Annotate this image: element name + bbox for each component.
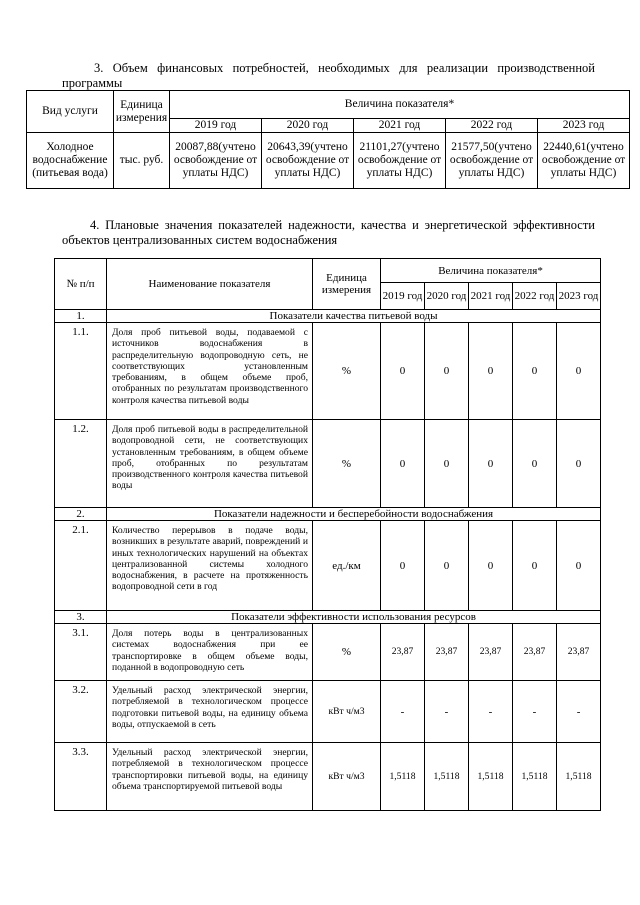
group-num: 1.: [55, 310, 107, 323]
indicator-value: -: [381, 681, 425, 743]
header-service: Вид услуги: [27, 91, 114, 133]
indicator-value: 23,87: [425, 624, 469, 681]
indicator-unit: %: [313, 323, 381, 420]
indicator-value: -: [469, 681, 513, 743]
header-name: Наименование показателя: [107, 259, 313, 310]
indicator-num: 1.1.: [55, 323, 107, 420]
group-num: 2.: [55, 508, 107, 521]
indicator-value: 1,5118: [381, 743, 425, 811]
value-cell: 21577,50(учтено освобождение от уплаты НДС): [446, 133, 538, 189]
indicator-value: 0: [513, 323, 557, 420]
value-cell: 20087,88(учтено освобождение от уплаты НДС): [170, 133, 262, 189]
group-title: Показатели эффективности использования ресурсов: [107, 611, 601, 624]
header-num: № п/п: [55, 259, 107, 310]
indicator-unit: ед./км: [313, 521, 381, 611]
indicator-num: 3.1.: [55, 624, 107, 681]
indicator-value: 1,5118: [513, 743, 557, 811]
group-title: Показатели качества питьевой воды: [107, 310, 601, 323]
indicator-value: 23,87: [513, 624, 557, 681]
indicator-value: 1,5118: [557, 743, 601, 811]
indicator-value: 0: [557, 521, 601, 611]
indicator-value: -: [513, 681, 557, 743]
header-unit: Единица измерения: [114, 91, 170, 133]
year-header: 2022 год: [513, 283, 557, 310]
indicator-value: 0: [425, 521, 469, 611]
indicator-unit: %: [313, 624, 381, 681]
group-title: Показатели надежности и бесперебойности водоснабжения: [107, 508, 601, 521]
indicator-name: Доля проб питьевой воды в распределительной водопроводной сети, не соответствующих установленным требованиям, в общем объеме проб, отобранных по результатам производственного контроля качества питьевой воды: [107, 420, 313, 508]
year-header: 2022 год: [446, 119, 538, 133]
header-value: Величина показателя*: [381, 259, 601, 283]
indicator-value: 0: [381, 521, 425, 611]
indicator-name: Удельный расход электрической энергии, потребляемой в технологическом процессе транспортировки питьевой воды, на единицу объема транспортируемой питьевой воды: [107, 743, 313, 811]
indicator-num: 3.3.: [55, 743, 107, 811]
header-unit: Единица измерения: [313, 259, 381, 310]
indicator-name: Удельный расход электрической энергии, потребляемой в технологическом процессе подготовки питьевой воды, на единицу объема воды, отпускаемой в сеть: [107, 681, 313, 743]
indicator-name: Доля потерь воды в централизованных системах водоснабжения при ее транспортировке в общем объеме воды, поданной в водопроводную сеть: [107, 624, 313, 681]
indicator-name: Доля проб питьевой воды, подаваемой с источников водоснабжения в распределительную водопроводную сеть, не соответствующих установленным требованиям, в общем объеме проб, отобранных по результатам производственного контроля качества питьевой воды: [107, 323, 313, 420]
indicator-unit: кВт ч/м3: [313, 681, 381, 743]
year-header: 2019 год: [170, 119, 262, 133]
financial-needs-table: [26, 90, 630, 189]
indicator-unit: кВт ч/м3: [313, 743, 381, 811]
indicator-num: 2.1.: [55, 521, 107, 611]
indicator-num: 3.2.: [55, 681, 107, 743]
year-header: 2020 год: [425, 283, 469, 310]
year-header: 2020 год: [262, 119, 354, 133]
year-header: 2023 год: [538, 119, 630, 133]
indicator-value: -: [425, 681, 469, 743]
indicator-value: 23,87: [469, 624, 513, 681]
indicator-name: Количество перерывов в подаче воды, возникших в результате аварий, повреждений и иных технологических нарушений на объектах централизованной системы холодного водоснабжения, в расчете на протяженность водопроводной сети в год: [107, 521, 313, 611]
indicator-value: 0: [425, 420, 469, 508]
indicator-unit: %: [313, 420, 381, 508]
year-header: 2023 год: [557, 283, 601, 310]
indicator-value: 23,87: [381, 624, 425, 681]
indicator-value: 0: [469, 420, 513, 508]
indicators-table: [54, 258, 601, 811]
indicator-value: 23,87: [557, 624, 601, 681]
year-header: 2021 год: [354, 119, 446, 133]
indicator-value: 0: [557, 420, 601, 508]
indicator-value: 0: [381, 323, 425, 420]
year-header: 2019 год: [381, 283, 425, 310]
year-header: 2021 год: [469, 283, 513, 310]
indicator-num: 1.2.: [55, 420, 107, 508]
indicator-value: -: [557, 681, 601, 743]
group-num: 3.: [55, 611, 107, 624]
indicator-value: 0: [425, 323, 469, 420]
indicator-value: 0: [513, 521, 557, 611]
value-cell: 22440,61(учтено освобождение от уплаты НДС): [538, 133, 630, 189]
indicator-value: 0: [557, 323, 601, 420]
indicator-value: 1,5118: [469, 743, 513, 811]
value-cell: 20643,39(учтено освобождение от уплаты НДС): [262, 133, 354, 189]
section3-heading: 3. Объем финансовых потребностей, необходимых для реализации производственной программы: [62, 61, 595, 90]
unit-cell: тыс. руб.: [114, 133, 170, 189]
header-value: Величина показателя*: [170, 91, 630, 119]
indicator-value: 0: [381, 420, 425, 508]
service-cell: Холодное водоснабжение (питьевая вода): [27, 133, 114, 189]
indicator-value: 0: [469, 521, 513, 611]
value-cell: 21101,27(учтено освобождение от уплаты НДС): [354, 133, 446, 189]
indicator-value: 0: [469, 323, 513, 420]
section4-heading: 4. Плановые значения показателей надежности, качества и энергетической эффективности объектов централизованных систем водоснабжения: [62, 218, 595, 247]
indicator-value: 0: [513, 420, 557, 508]
indicator-value: 1,5118: [425, 743, 469, 811]
